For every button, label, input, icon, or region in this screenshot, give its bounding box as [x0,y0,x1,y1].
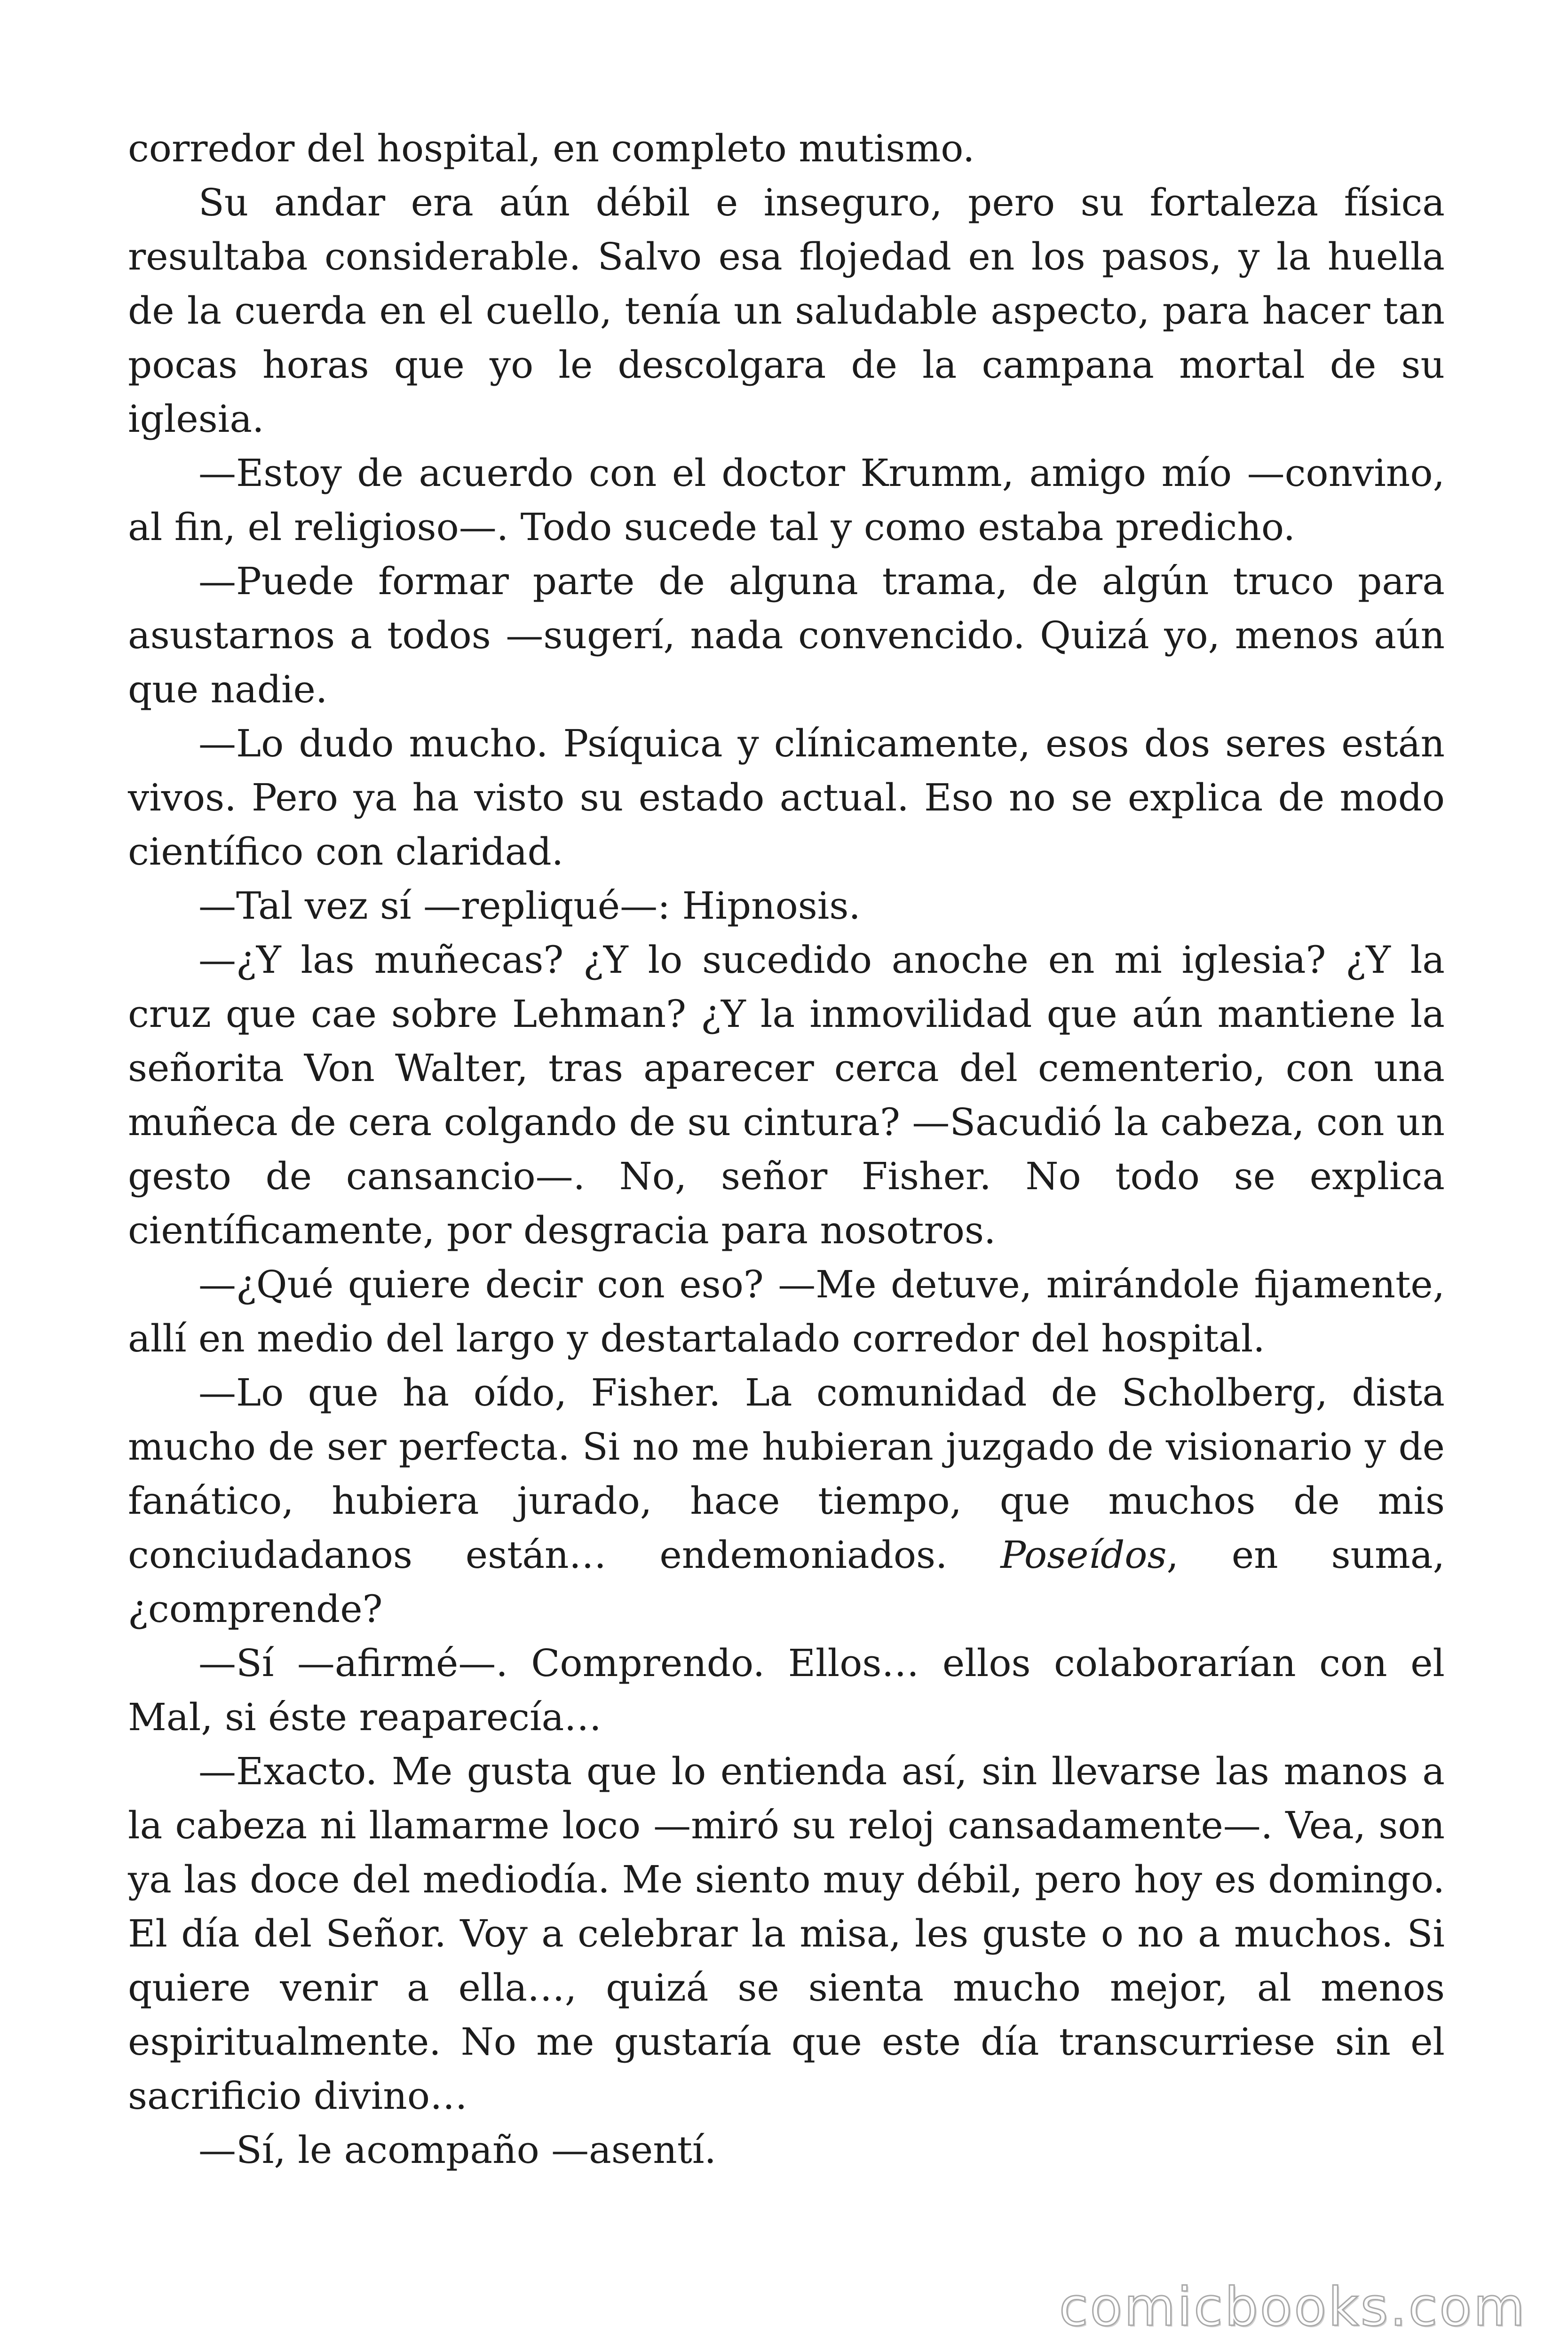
paragraph-10: —Sí —afirmé—. Comprendo. Ellos… ellos colaborarían con el Mal, si éste reaparecía… [128,1641,1445,1739]
watermark: comicbooks.com [1059,2277,1527,2338]
paragraph-12: —Sí, le acompaño —asentí. [198,2128,716,2172]
paragraph-3: —Estoy de acuerdo con el doctor Krumm, amigo mío —convino, al fin, el religioso—. Todo sucede tal y como estaba predicho. [128,451,1445,549]
book-page-text [128,121,1445,2177]
paragraph-8: —¿Qué quiere decir con eso? —Me detuve, mirándole fijamente, allí en medio del largo y destartalado corredor del hospital. [128,1263,1445,1360]
paragraph-11: —Exacto. Me gusta que lo entienda así, sin llevarse las manos a la cabeza ni llamarme loco —miró su reloj cansadamente—. Vea, son ya las doce del mediodía. Me siento muy débil, pero hoy es domingo. El día del Señor. Voy a celebrar la misa, les guste o no a muchos. Si quiere venir a ella…, quizá se sienta mucho mejor, al menos espiritualmente. No me gustaría que este día transcurriese sin el sacrificio divino… [128,1749,1445,2118]
paragraph-7: —¿Y las muñecas? ¿Y lo sucedido anoche en mi iglesia? ¿Y la cruz que cae sobre Lehman? ¿Y la inmovilidad que aún mantiene la señorita Von Walter, tras aparecer cerca del cementerio, con una muñeca de cera colgando de su cintura? —Sacudió la cabeza, con un gesto de cansancio—. No, señor Fisher. No todo se explica científicamente, por desgracia para nosotros. [128,938,1445,1252]
paragraph-9-italic-word: Poseídos [1000,1533,1167,1577]
paragraph-6: —Tal vez sí —repliqué—: Hipnosis. [198,884,861,928]
paragraph-4: —Puede formar parte de alguna trama, de algún truco para asustarnos a todos —sugerí, nada convencido. Quizá yo, menos aún que nadie. [128,559,1445,711]
paragraph-5: —Lo dudo mucho. Psíquica y clínicamente, esos dos seres están vivos. Pero ya ha visto su estado actual. Eso no se explica de modo científico con claridad. [128,722,1445,874]
paragraph-9-before: —Lo que ha oído, Fisher. La comunidad de Scholberg, dista mucho de ser perfecta. Si no me hubieran juzgado de visionario y de fanático, hubiera jurado, hace tiempo, que muchos de mis conciudadanos están… endemoniados. [128,1371,1445,1577]
paragraph-9 [128,1366,1445,1636]
paragraph-2: Su andar era aún débil e inseguro, pero su fortaleza física resultaba considerable. Salvo esa flojedad en los pasos, y la huella de la cuerda en el cuello, tenía un saludable aspecto, para hacer tan pocas horas que yo le descolgara de la campana mortal de su iglesia. [128,181,1445,441]
paragraph-1: corredor del hospital, en completo mutismo. [128,127,975,170]
paragraph-9-after: , en suma, ¿comprende? [128,1533,1445,1631]
